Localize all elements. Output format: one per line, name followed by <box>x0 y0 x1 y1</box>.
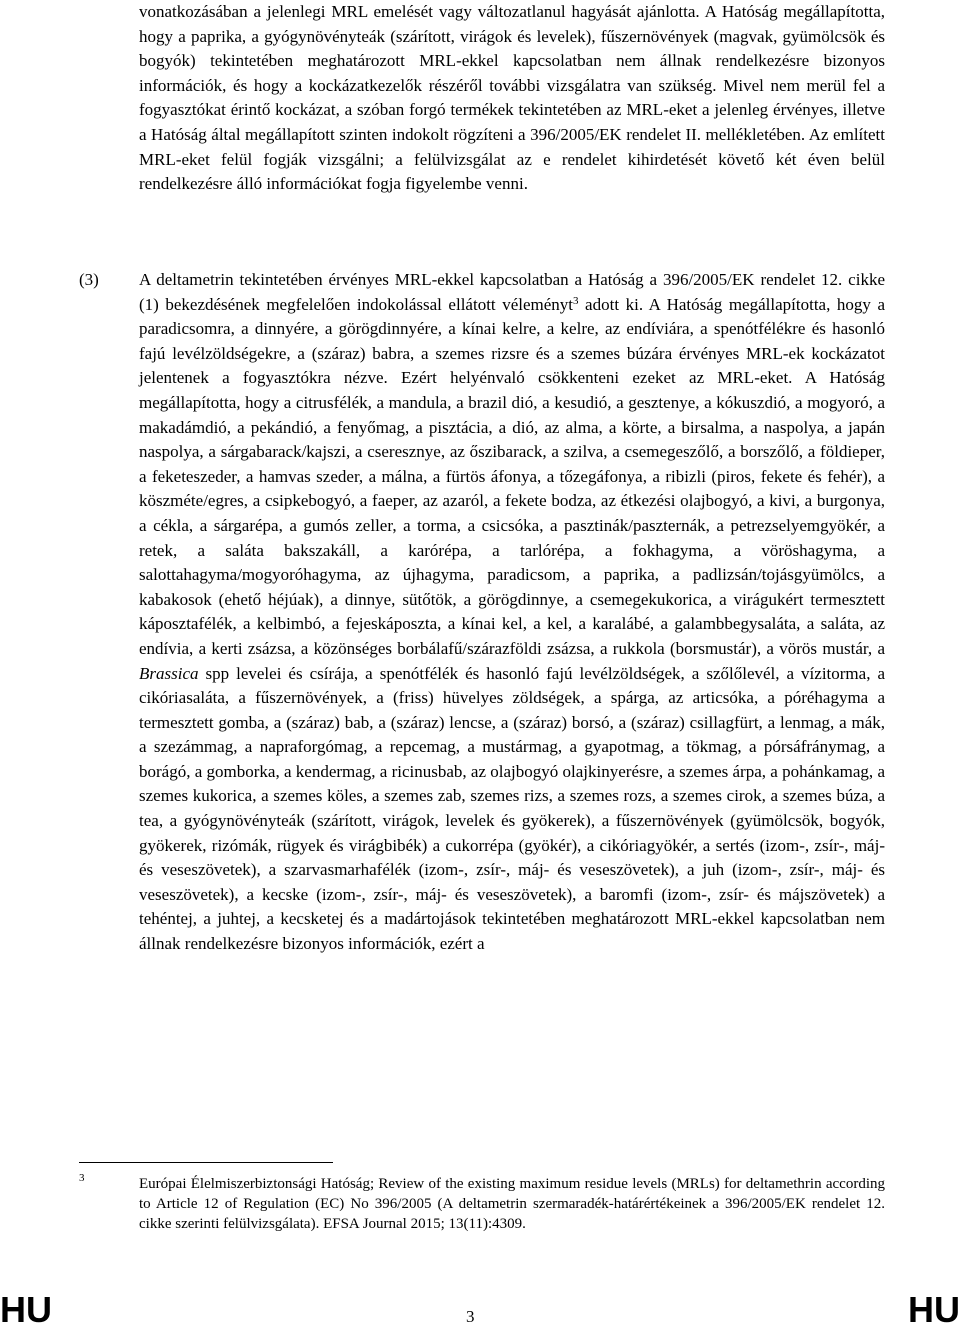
paragraph-continuation: vonatkozásában a jelenlegi MRL emelését vagy változatlanul hagyását ajánlotta. A Hatóság megállapította, hogy a paprika, a gyógynövényteák (szárított, virágok és levelek), fűszernövények (magvak, gyümölcsök és bogyók) tekintetében meghatározott MRL-ekkel kapcsolatban nem állnak rendelkezésre bizonyos információk, és hogy a kockázatkezelők részéről további vizsgálatra van szükség. Mivel nem merül fel a fogyasztókat érintő kockázat, a szóban forgó termékek tekintetében az MRL-eket a jelenleg érvényes, illetve a Hatóság által megállapított szinten indokolt rögzíteni a 396/2005/EK rendelet II. mellékletében. Az említett MRL-eket felül fogják vizsgálni; a felülvizsgálat az e rendelet kihirdetését követő két éven belül rendelkezésre álló információkat fogja figyelembe venni. <box>139 2 885 194</box>
footnote-text: Európai Élelmiszerbiztonsági Hatóság; Review of the existing maximum residue levels (MRLs) for deltamethrin according to Article 12 of Regulation (EC) No 396/2005 (A deltametrin szermaradék-határértékeinek a 396/2005/EK rendelet 12. cikke szerinti felülvizsgálata). EFSA Journal 2015; 13(11):4309. <box>139 1176 885 1232</box>
item-text-part1: adott ki. A Hatóság megállapította, hogy a paradicsomra, a dinnyére, a görögdinnyére, a kínai kelre, a kelre, az endíviára, a spenótfélékre és hasonló fajú levélzöldségekre, a (száraz) babra, a szemes rizsre és a szemes búzára érvényes MRL-ek kockázatot jelentenek a fogyasztókra nézve. Ezért helyénvaló csökkenteni ezeket az MRL-eket. A Hatóság megállapította, hogy a citrusfélék, a mandula, a brazil dió, a kesudió, a gesztenye, a kókuszdió, a mogyoró, a makadámdió, a pekándió, a fenyőmag, a pisztácia, a dió, az alma, a körte, a birsalma, a naspolya, a japán naspolya, a sárgabarack/kajszi, a cseresznye, az őszibarack, a szilva, a csemegeszőlő, a borszőlő, a földieper, a feketeszeder, a hamvas szeder, a málna, a fürtös áfonya, a tőzegáfonya, a ribizli (piros, fekete és fehér), a köszméte/egres, a csipkebogyó, a faeper, az azaról, a fekete bodza, az étkezési olajbogyó, a kivi, a burgonya, a cékla, a sárgarépa, a gumós zeller, a torma, a csicsóka, a pasztinák/paszternák, a petrezselyemgyökér, a retek, a saláta bakszakáll, a karórépa, a tarlórépa, a fokhagyma, a vöröshagyma, a salottahagyma/mogyoróhagyma, az újhagyma, paradicsom, a paprika, a padlizsán/tojásgyümölcs, a kabakosok (ehető héjúak), a dinnye, sütőtök, a görögdinnye, a csemegekukorica, a virágukért termesztett káposztafélék, a kelbimbó, a fejeskáposzta, a kínai kel, a kel, a karalábé, a galambbegysaláta, a saláta, az endívia, a kerti zsázsa, a közönséges borbálafű/szárazföldi zsázsa, a rukkola (borsmustár), a vörös mustár, a <box>139 294 885 658</box>
footer-language-right: HU <box>908 1289 960 1330</box>
item-text-part2: spp levelei és csírája, a spenótfélék és hasonló fajú levélzöldségek, a szőlőlevél, a vízitorma, a cikóriasaláta, a fűszernövények, a (friss) hüvelyes zöldségek, a spárga, az articsóka, a póréhagyma a termesztett gomba, a (száraz) bab, a (száraz) lencse, a (száraz) borsó, a (száraz) csillagfürt, a lenmag, a mák, a szezámmag, a napraforgómag, a repcemag, a mustármag, a gyapotmag, a tökmag, a pórsáfránymag, a borágó, a gomborka, a kendermag, a ricinusbab, az olajbogyó olajkinyerésre, a szemes árpa, a pohánkamag, a szemes kukorica, a szemes köles, a szemes zab, szemes rizs, a szemes rozs, a szemes cirok, a szemes búza, a tea, a gyógynövényteák (szárított, virágok, levelek és gyökerek), a fűszernövények (gyümölcsök, bogyók, gyökerek, rizómák, rügyek és virágbibék) a cukorrépa (gyökér), a cikóriagyökér, a sertés (izom-, zsír-, máj- és veseszövetek), a szarvasmarhafélék (izom-, zsír-, máj- és veseszövetek), a juh (izom-, zsír-, máj- és veseszövetek), a kecske (izom-, zsír-, máj- és veseszövetek), a baromfi (izom-, zsír- és májszövetek) a tehéntej, a juhtej, a kecsketej és a madártojások tekintetében meghatározott MRL-ekkel kapcsolatban nem állnak rendelkezésre bizonyos információk, ezért a <box>139 663 885 954</box>
footnote-reference[interactable]: 3 <box>573 294 579 307</box>
item-number: (3) <box>79 270 99 289</box>
item-body <box>139 268 885 957</box>
footnote-separator <box>79 1162 333 1163</box>
footnote-mark: 3 <box>79 1172 85 1184</box>
italic-term: Brassica <box>139 663 199 683</box>
page-number: 3 <box>466 1307 475 1326</box>
footer-language-left: HU <box>0 1289 52 1330</box>
item-text-start: A deltametrin tekintetében érvényes MRL-ekkel kapcsolatban a Hatóság a 396/2005/EK rendelet 12. cikke (1) bekezdésének megfelelően indokolással ellátott véleményt <box>139 270 885 314</box>
